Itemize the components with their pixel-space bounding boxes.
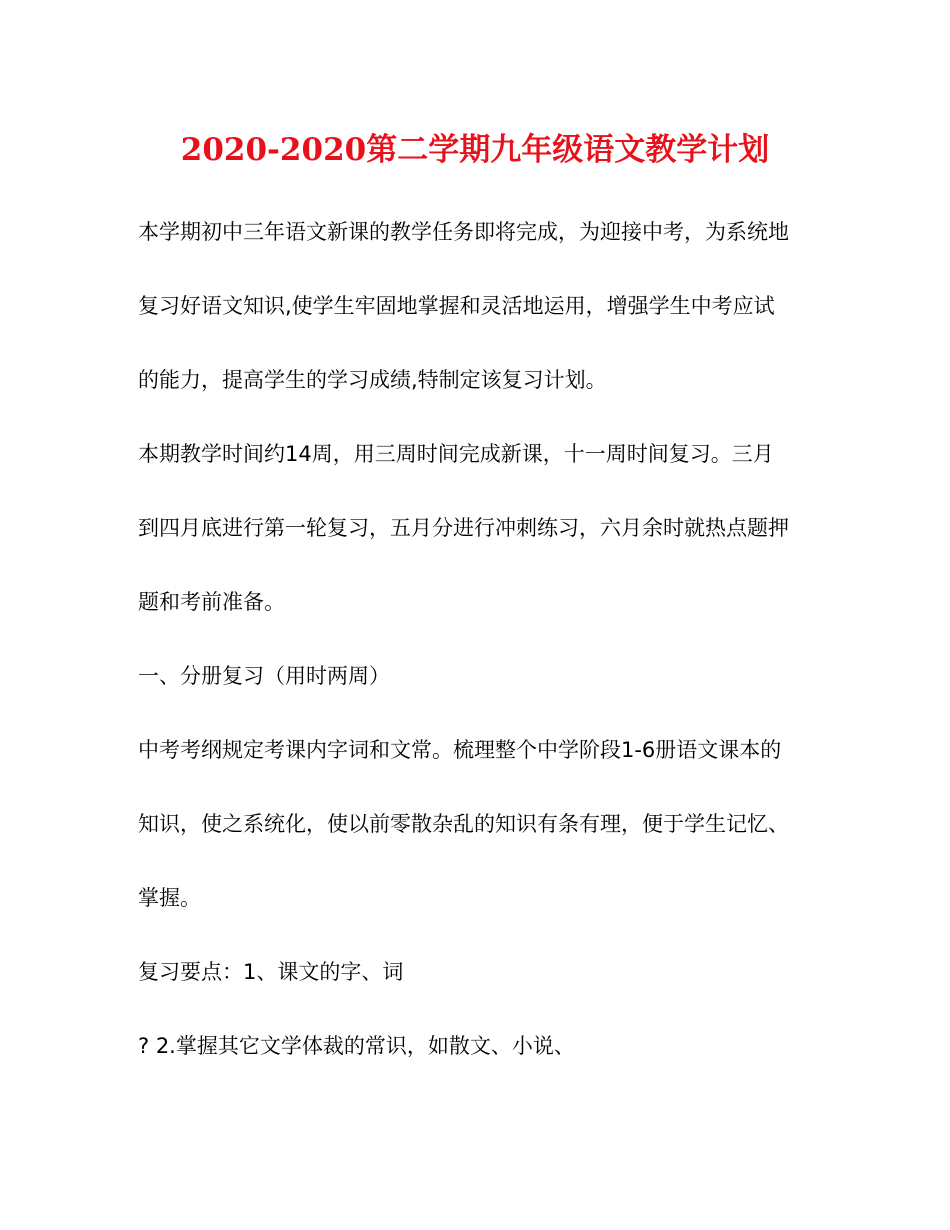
paragraph-line: 复习要点：1、课文的字、词 xyxy=(138,960,404,984)
document-title: 2020-2020第二学期九年级语文教学计划 xyxy=(180,132,770,168)
paragraph-line: 本学期初中三年语文新课的教学任务即将完成，为迎接中考，为系统地 xyxy=(138,220,789,244)
paragraph-line: 本期教学时间约14周，用三周时间完成新课，十一周时间复习。三月 xyxy=(138,442,774,466)
paragraph-line: 中考考纲规定考课内字词和文常。梳理整个中学阶段1-6册语文课本的 xyxy=(138,738,782,762)
paragraph-line: ? 2.掌握其它文学体裁的常识，如散文、小说、 xyxy=(138,1034,575,1058)
paragraph-line: 复习好语文知识,使学生牢固地掌握和灵活地运用，增强学生中考应试 xyxy=(138,294,775,318)
paragraph-line: 的能力，提高学生的学习成绩,特制定该复习计划。 xyxy=(138,368,607,392)
paragraph-line: 题和考前准备。 xyxy=(138,590,285,614)
paragraph-line: 知识，使之系统化，使以前零散杂乱的知识有条有理，便于学生记忆、 xyxy=(138,812,789,836)
document-body xyxy=(138,208,828,1074)
paragraph-line: 掌握。 xyxy=(138,886,201,910)
section-heading: 一、分册复习（用时两周） xyxy=(138,664,390,688)
paragraph-line: 到四月底进行第一轮复习，五月分进行冲刺练习，六月余时就热点题押 xyxy=(138,516,789,540)
